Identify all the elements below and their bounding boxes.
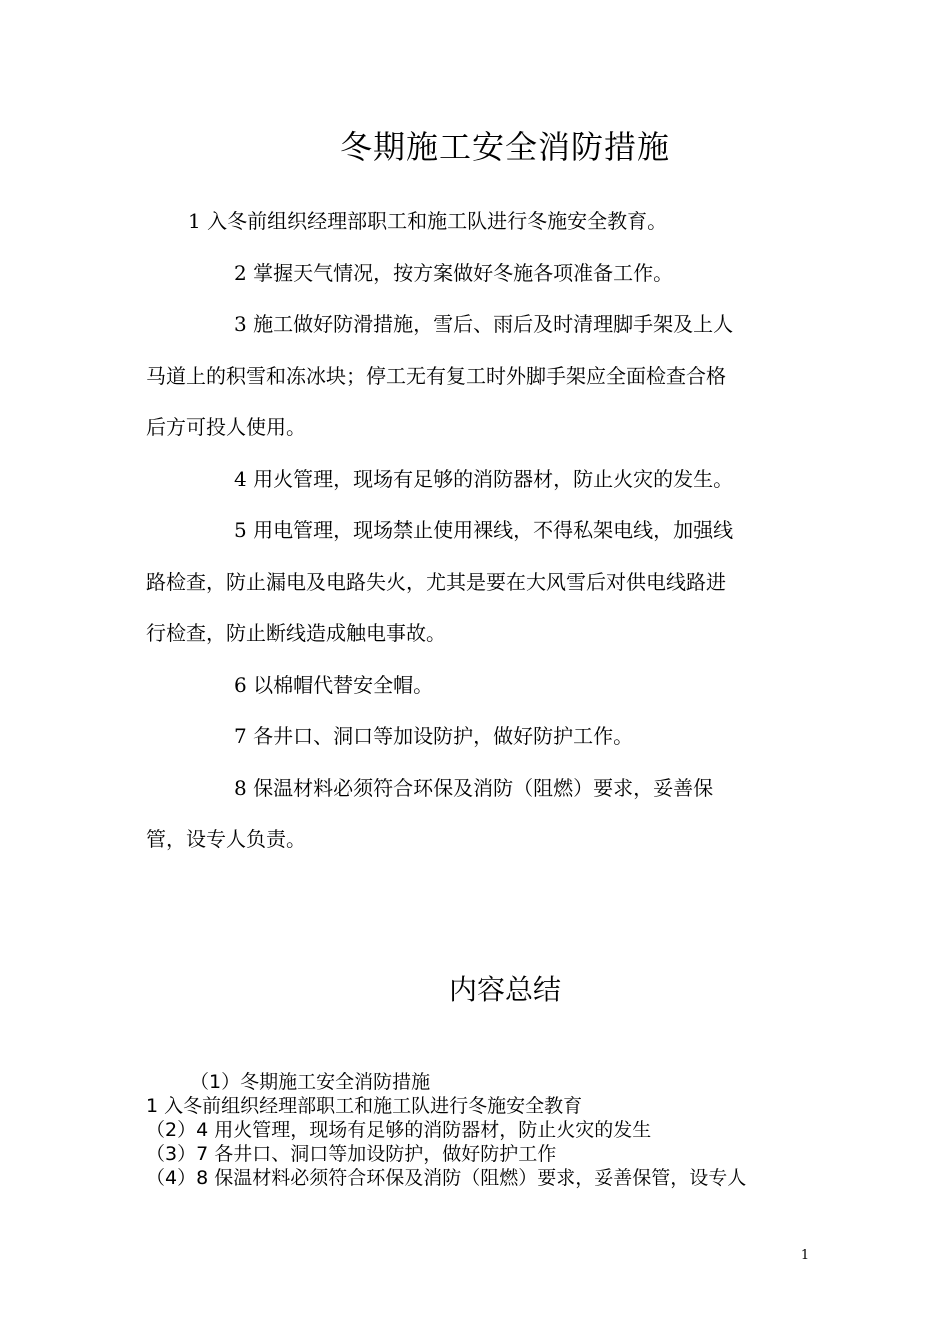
list-item-3-cont-2: 后方可投人使用。 xyxy=(146,415,306,439)
list-item-5 xyxy=(146,505,796,557)
item-text: 保温材料必须符合环保及消防（阻燃）要求，妥善保 xyxy=(253,775,714,800)
item-text: 入冬前组织经理部职工和施工队进行冬施安全教育。 xyxy=(207,209,668,233)
item-number: 6 xyxy=(234,672,247,697)
summary-title: 内容总结 xyxy=(448,973,561,1006)
list-item-5-cont-1: 路检查，防止漏电及电路失火，尤其是要在大风雪后对供电线路进 xyxy=(146,569,726,594)
summary-line-1: （1）冬期施工安全消防措施 xyxy=(190,1071,431,1093)
summary-line-2: 1 入冬前组织经理部职工和施工队进行冬施安全教育 xyxy=(146,1095,583,1117)
summary-list xyxy=(146,1070,826,1190)
list-item-7 xyxy=(146,711,796,763)
list-item-5-cont-2: 行检查，防止断线造成触电事故。 xyxy=(146,621,446,645)
item-number: 8 xyxy=(234,775,247,800)
item-number: 4 xyxy=(234,466,247,491)
item-number: 2 xyxy=(234,260,247,285)
page-number: 1 xyxy=(800,1248,810,1263)
list-item-1 xyxy=(146,196,796,248)
list-item-3 xyxy=(146,299,796,351)
list-item-8 xyxy=(146,763,796,815)
item-text: 用火管理，现场有足够的消防器材，防止火灾的发生。 xyxy=(253,466,734,491)
document-body xyxy=(146,196,796,866)
item-number: 3 xyxy=(234,312,247,336)
list-item-2 xyxy=(146,248,796,300)
summary-line-4: （3）7 各井口、洞口等加设防护，做好防护工作 xyxy=(146,1143,557,1165)
summary-line-5: （4）8 保温材料必须符合环保及消防（阻燃）要求，妥善保管，设专人 xyxy=(146,1167,747,1189)
item-number: 7 xyxy=(234,724,247,748)
item-number: 5 xyxy=(234,518,247,542)
item-text: 以棉帽代替安全帽。 xyxy=(253,672,434,697)
list-item-6 xyxy=(146,660,796,712)
summary-line-3: （2）4 用火管理，现场有足够的消防器材，防止火灾的发生 xyxy=(146,1119,652,1141)
item-text: 施工做好防滑措施，雪后、雨后及时清理脚手架及上人 xyxy=(253,312,734,336)
list-item-8-cont-1: 管，设专人负责。 xyxy=(146,827,306,851)
list-item-3-cont-1: 马道上的积雪和冻冰块；停工无有复工时外脚手架应全面检查合格 xyxy=(146,363,726,388)
item-text: 各井口、洞口等加设防护，做好防护工作。 xyxy=(253,724,634,748)
item-text: 掌握天气情况，按方案做好冬施各项准备工作。 xyxy=(253,260,674,285)
item-text: 用电管理，现场禁止使用裸线，不得私架电线，加强线 xyxy=(253,518,734,542)
item-number: 1 xyxy=(188,209,201,233)
list-item-4 xyxy=(146,454,796,506)
document-title: 冬期施工安全消防措施 xyxy=(339,128,670,166)
